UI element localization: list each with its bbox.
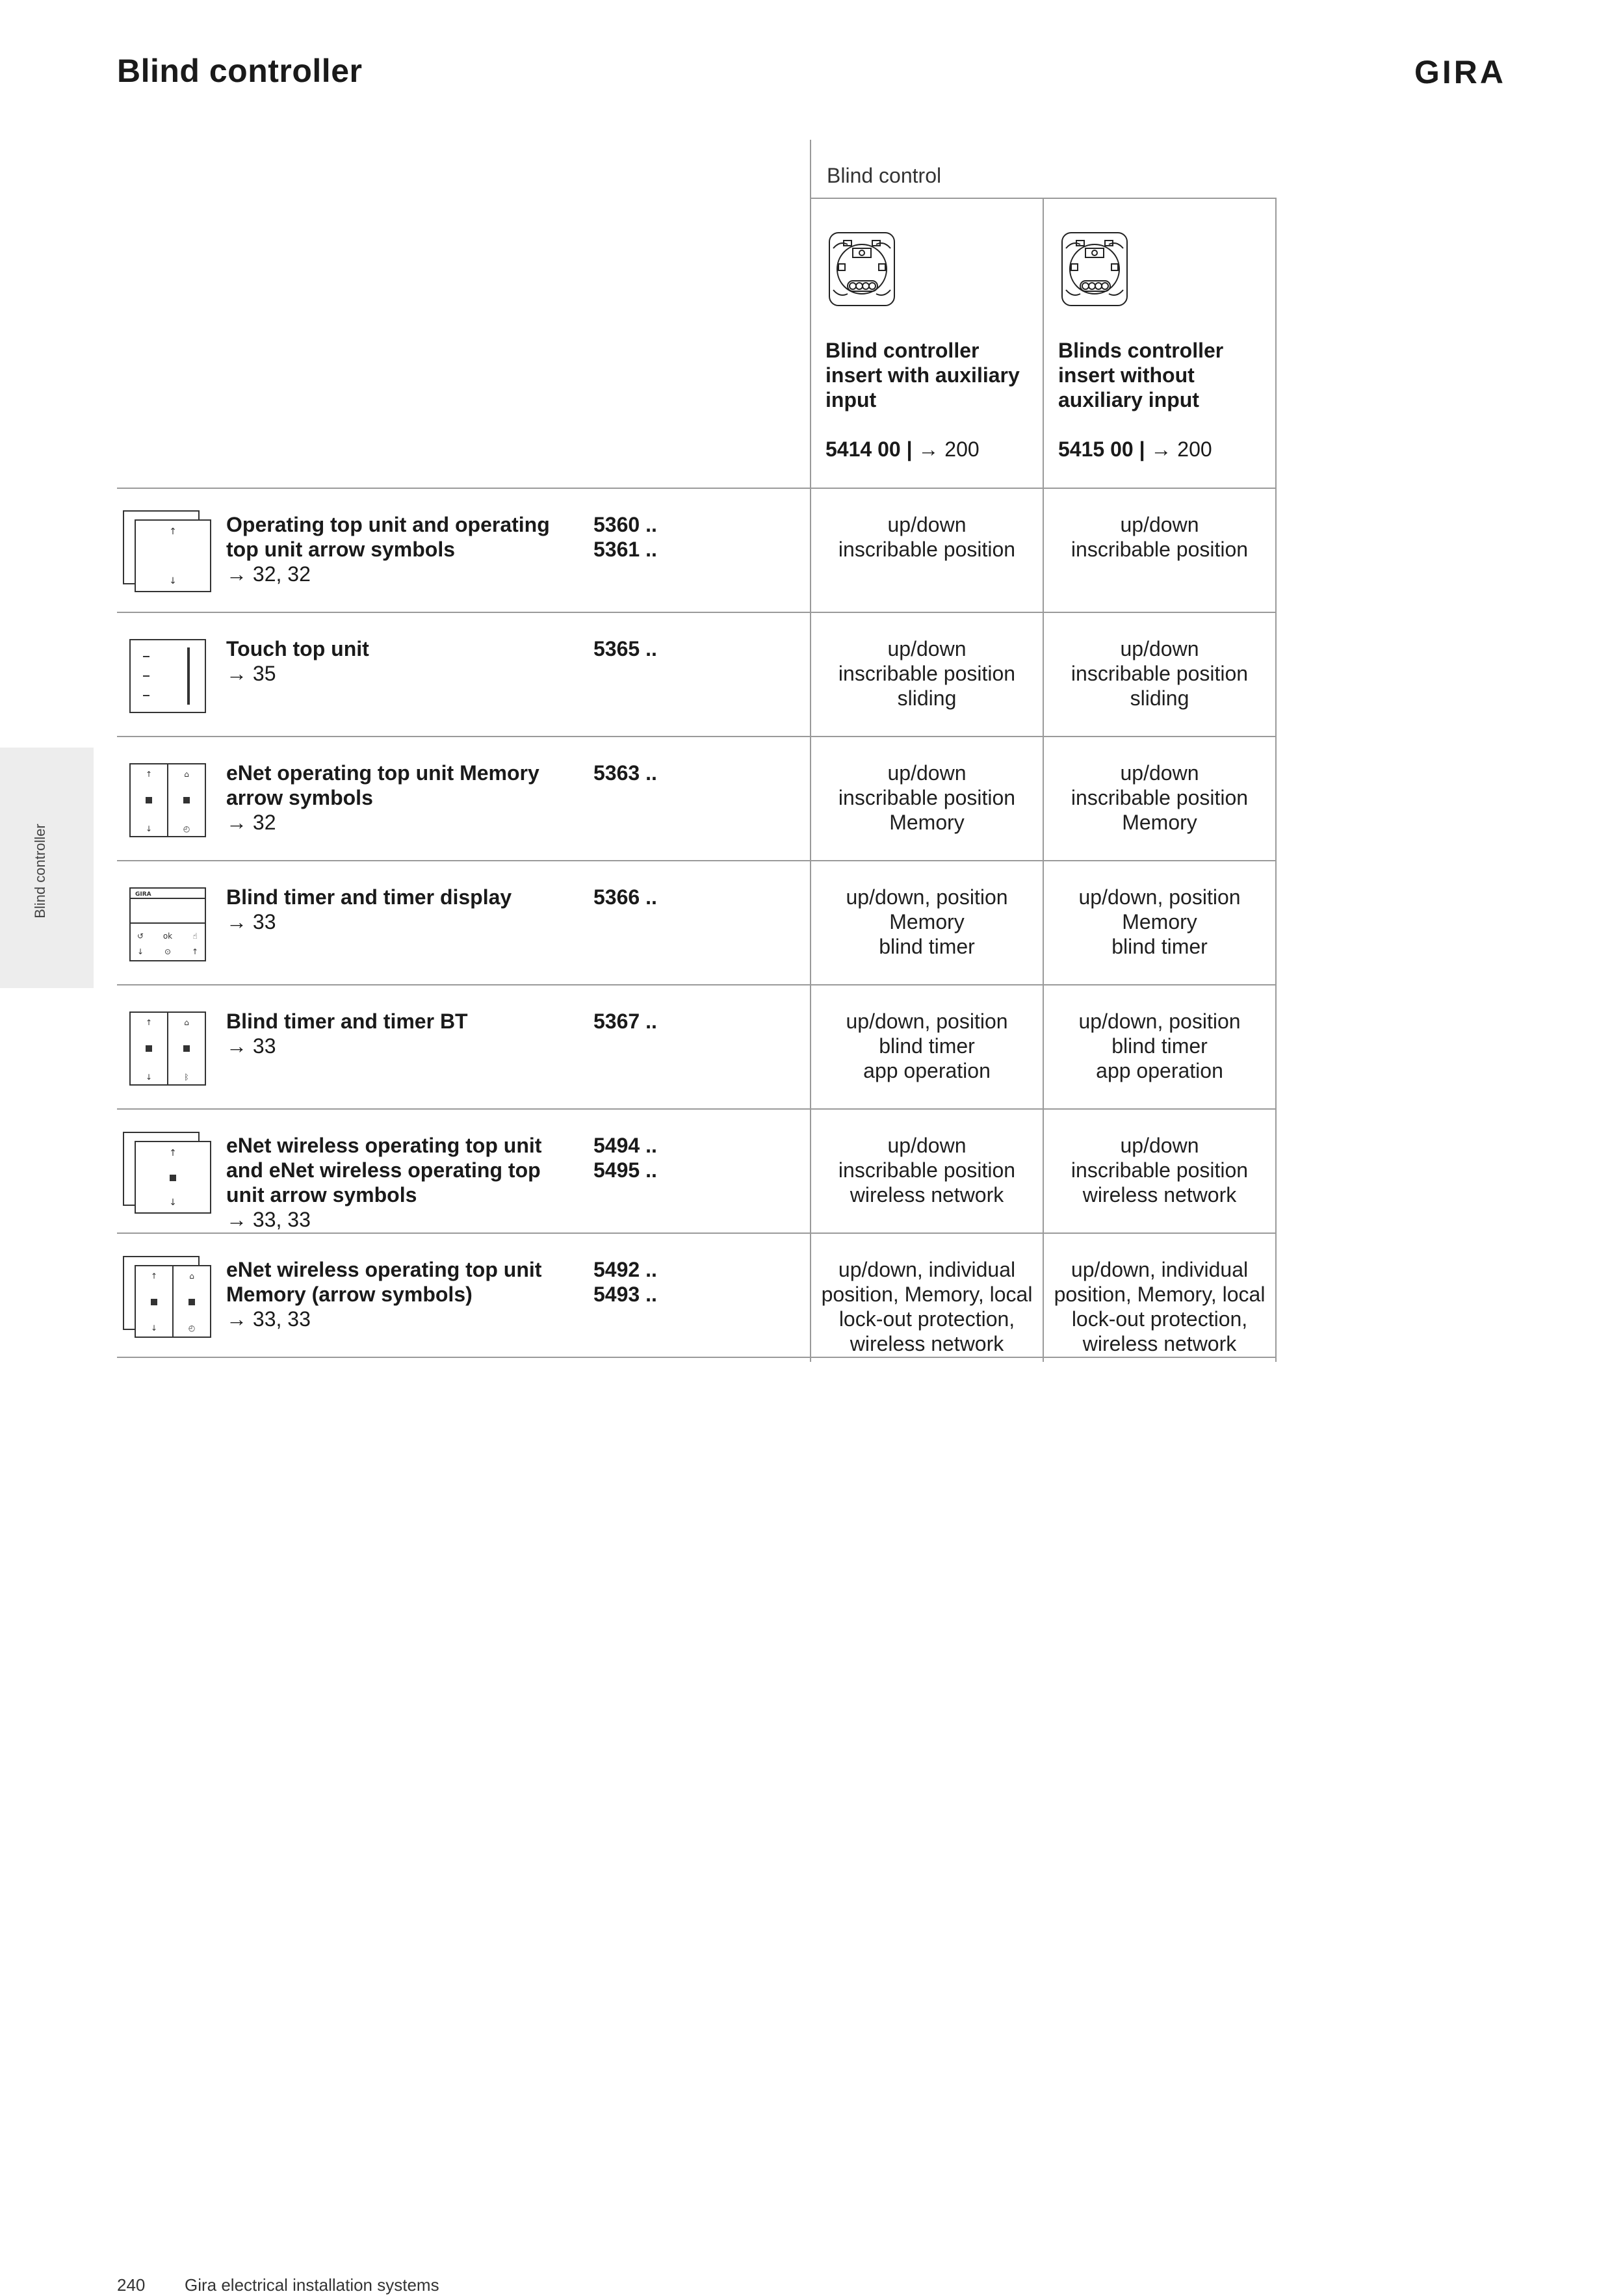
table-cell [811, 636, 1043, 711]
article-number: 5363 .. [593, 761, 657, 785]
article-number: 5494 .. [593, 1134, 657, 1157]
article-numbers [593, 1133, 723, 1182]
row-separator [117, 984, 1277, 985]
column-head [1058, 338, 1273, 462]
cell-line: up/down, individual [838, 1258, 1016, 1281]
cell-line: blind timer [1111, 1034, 1208, 1058]
cell-line: inscribable position [838, 538, 1016, 561]
svg-text:⌂: ⌂ [184, 1018, 189, 1027]
page-title: Blind controller [117, 53, 363, 89]
page-ref: → 33 [226, 1034, 276, 1058]
page-ref: → 33, 33 [226, 1208, 311, 1231]
cell-line: inscribable position [1071, 1158, 1249, 1182]
timer-bt-icon [121, 1007, 213, 1093]
column-name: Blinds controller insert without auxiliary input [1058, 339, 1224, 411]
cell-line: wireless network [1082, 1332, 1237, 1355]
arrow-top-unit-icon [121, 508, 213, 594]
column-order [1058, 437, 1273, 462]
table-cell [1044, 1009, 1275, 1083]
wireless-memory-top-unit-icon [121, 1254, 213, 1340]
table-cell [811, 1133, 1043, 1207]
page-ref: → 33, 33 [226, 1307, 311, 1331]
row-product-name [226, 885, 564, 934]
svg-text:↓: ↓ [169, 1197, 177, 1208]
table-cell [1044, 636, 1275, 711]
article-number: 5360 .. [593, 513, 657, 536]
svg-text:ok: ok [162, 932, 173, 941]
table-cell [1044, 885, 1275, 959]
svg-text:↓: ↓ [145, 824, 153, 833]
cell-line: sliding [1130, 686, 1189, 710]
article-numbers [593, 885, 723, 909]
page-number: 240 [117, 2275, 146, 2295]
row-product-name [226, 512, 564, 586]
cell-line: lock-out protection, [838, 1307, 1015, 1331]
row-product-name [226, 636, 564, 686]
flush-mounted-insert-icon [1057, 229, 1132, 309]
cell-line: inscribable position [1071, 538, 1249, 561]
cell-line: up/down [887, 637, 967, 660]
column-head [825, 338, 1040, 462]
svg-text:↓: ↓ [136, 947, 144, 956]
article-numbers [593, 512, 723, 562]
cell-line: blind timer [879, 1034, 975, 1058]
article-number: 5361 .. [593, 538, 657, 561]
cell-line: wireless network [1082, 1183, 1237, 1207]
cell-line: position, Memory, local [821, 1283, 1033, 1306]
svg-text:↑: ↑ [169, 527, 177, 537]
table-cell [811, 761, 1043, 835]
article-numbers [593, 1009, 723, 1034]
cell-line: inscribable position [1071, 662, 1249, 685]
cell-line: wireless network [850, 1332, 1004, 1355]
svg-text:↓: ↓ [145, 1073, 153, 1082]
cell-line: up/down [1120, 637, 1199, 660]
cell-line: lock-out protection, [1071, 1307, 1248, 1331]
column-order [825, 437, 1040, 462]
table-cell [811, 885, 1043, 959]
cell-line: position, Memory, local [1054, 1283, 1266, 1306]
cell-line: blind timer [1111, 935, 1208, 958]
cell-line: Memory [1122, 910, 1197, 933]
cell-line: up/down, individual [1071, 1258, 1249, 1281]
cell-line: up/down [1120, 513, 1199, 536]
memory-top-unit-icon [121, 759, 213, 844]
product-title: eNet wireless operating top unit Memory (arrow symbols) [226, 1258, 542, 1306]
table-cell [1044, 761, 1275, 835]
article-number: 5495 .. [593, 1158, 657, 1182]
product-title: Blind timer and timer display [226, 885, 512, 909]
svg-text:◴: ◴ [188, 1324, 196, 1333]
row-product-name [226, 1133, 564, 1232]
svg-text:↓: ↓ [169, 576, 177, 586]
cell-line: sliding [897, 686, 957, 710]
row-separator [117, 1357, 1277, 1358]
row-separator [117, 736, 1277, 737]
product-title: eNet operating top unit Memory arrow symbols [226, 761, 539, 809]
page-ref: → 200 [918, 437, 980, 461]
svg-text:↑: ↑ [145, 770, 153, 779]
cell-line: app operation [863, 1059, 991, 1082]
table-cell [1044, 1133, 1275, 1207]
svg-text:☝: ☝ [192, 932, 198, 941]
cell-line: up/down [887, 761, 967, 785]
table-cell [811, 1257, 1043, 1356]
row-product-name [226, 1257, 564, 1331]
svg-text:↑: ↑ [145, 1018, 153, 1027]
product-title: Operating top unit and operating top unit arrow symbols [226, 513, 550, 561]
touch-top-unit-icon [121, 634, 213, 720]
row-separator [117, 612, 1277, 613]
cell-line: Memory [1122, 811, 1197, 834]
svg-text:↑: ↑ [191, 947, 199, 956]
page-ref: → 200 [1150, 437, 1212, 461]
group-header: Blind control [827, 164, 942, 187]
svg-text:◴: ◴ [183, 824, 190, 833]
article-numbers [593, 636, 723, 661]
cell-line: up/down, position [846, 885, 1008, 909]
table-divider-right [1275, 198, 1277, 1362]
product-title: Blind timer and timer BT [226, 1010, 468, 1033]
cell-line: inscribable position [838, 662, 1016, 685]
cell-line: wireless network [850, 1183, 1004, 1207]
svg-text:GIRA: GIRA [135, 891, 151, 898]
order-number: 5415 00 | [1058, 437, 1145, 461]
cell-line: app operation [1096, 1059, 1223, 1082]
cell-line: Memory [889, 811, 965, 834]
cell-line: inscribable position [838, 786, 1016, 809]
row-separator [117, 1233, 1277, 1234]
article-number: 5366 .. [593, 885, 657, 909]
svg-text:↑: ↑ [169, 1148, 177, 1158]
svg-text:⌂: ⌂ [184, 770, 189, 779]
footer-text: Gira electrical installation systems [185, 2275, 439, 2295]
article-number: 5367 .. [593, 1010, 657, 1033]
cell-line: up/down [887, 513, 967, 536]
wireless-top-unit-icon [121, 1130, 213, 1216]
cell-line: up/down, position [1078, 885, 1241, 909]
cell-line: up/down [1120, 1134, 1199, 1157]
row-product-name [226, 761, 564, 835]
article-number: 5365 .. [593, 637, 657, 660]
cell-line: Memory [889, 910, 965, 933]
cell-line: up/down, position [846, 1010, 1008, 1033]
cell-line: up/down [1120, 761, 1199, 785]
svg-text:↓: ↓ [150, 1324, 158, 1333]
column-name: Blind controller insert with auxiliary input [825, 339, 1020, 411]
article-number: 5492 .. [593, 1258, 657, 1281]
svg-text:⌂: ⌂ [189, 1272, 194, 1281]
page-ref: → 33 [226, 910, 276, 933]
table-cell [1044, 512, 1275, 562]
row-separator [117, 1108, 1277, 1110]
table-cell [811, 512, 1043, 562]
gira-logo: GIRA [1414, 54, 1506, 90]
order-number: 5414 00 | [825, 437, 913, 461]
svg-text:ᛒ: ᛒ [184, 1073, 189, 1082]
cell-line: blind timer [879, 935, 975, 958]
table-cell [1044, 1257, 1275, 1356]
cell-line: up/down [887, 1134, 967, 1157]
svg-text:↺: ↺ [136, 932, 144, 941]
page-ref: → 32, 32 [226, 562, 311, 586]
side-tab-label: Blind controller [32, 824, 48, 919]
timer-display-icon [121, 883, 213, 969]
cell-line: up/down, position [1078, 1010, 1241, 1033]
svg-text:⊙: ⊙ [164, 947, 172, 956]
article-numbers [593, 1257, 723, 1307]
article-numbers [593, 761, 723, 785]
article-number: 5493 .. [593, 1283, 657, 1306]
page-ref: → 35 [226, 662, 276, 685]
product-title: eNet wireless operating top unit and eNet wireless operating top unit arrow symbols [226, 1134, 542, 1207]
group-header-rule [810, 198, 1277, 199]
flush-mounted-insert-icon [824, 229, 900, 309]
row-separator [117, 860, 1277, 861]
row-product-name [226, 1009, 564, 1058]
product-title: Touch top unit [226, 637, 369, 660]
page-ref: → 32 [226, 811, 276, 834]
svg-text:↑: ↑ [150, 1272, 158, 1281]
cell-line: inscribable position [838, 1158, 1016, 1182]
cell-line: inscribable position [1071, 786, 1249, 809]
row-separator [117, 488, 1277, 489]
table-cell [811, 1009, 1043, 1083]
